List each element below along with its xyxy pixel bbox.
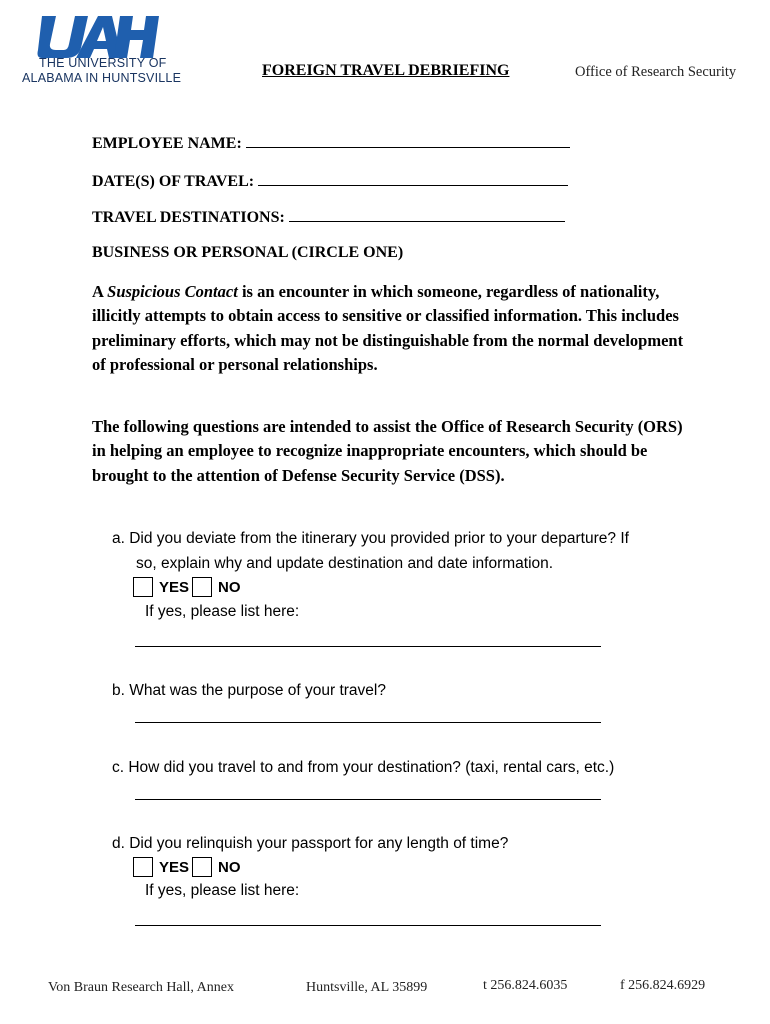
suspicious-contact-term: Suspicious Contact <box>107 282 238 301</box>
uah-logo <box>36 14 160 60</box>
question-c: c. How did you travel to and from your destination? (taxi, rental cars, etc.) <box>112 759 615 776</box>
question-a-no-checkbox[interactable] <box>192 577 212 597</box>
footer-phone: t 256.824.6035 <box>483 978 568 993</box>
dates-of-travel-field[interactable] <box>92 171 568 191</box>
logo-text-line1: THE UNIVERSITY OF <box>39 56 167 70</box>
question-c-answer-line[interactable] <box>135 799 601 800</box>
document-title: FOREIGN TRAVEL DEBRIEFING <box>262 62 510 79</box>
employee-name-line[interactable] <box>246 133 570 148</box>
employee-name-field[interactable] <box>92 133 570 153</box>
employee-name-label: EMPLOYEE NAME: <box>92 135 242 152</box>
question-b: b. What was the purpose of your travel? <box>112 682 386 699</box>
suspicious-contact-definition: A Suspicious Contact is an encounter in which someone, regardless of nationality, illicitly attempts to obtain access to sensitive or classified information. This includes preliminary efforts, which may not be distinguishable from the normal development of professional or personal relationships. <box>92 282 684 374</box>
question-d-yes-label: YES <box>159 858 190 876</box>
question-d-no-label: NO <box>218 858 241 876</box>
question-a: a. Did you deviate from the itinerary you provided prior to your departure? If so, explain why and update destination and date information. <box>112 530 629 572</box>
question-a-yes-label: YES <box>159 578 190 596</box>
travel-destinations-field[interactable] <box>92 207 565 227</box>
business-or-personal-label: BUSINESS OR PERSONAL (CIRCLE ONE) <box>92 244 404 261</box>
question-d: d. Did you relinquish your passport for any length of time? <box>112 835 509 852</box>
question-a-no-label: NO <box>218 578 241 596</box>
travel-destinations-label: TRAVEL DESTINATIONS: <box>92 209 285 226</box>
question-d-yes-checkbox[interactable] <box>133 857 153 877</box>
dates-of-travel-line[interactable] <box>258 171 568 186</box>
question-a-options <box>133 576 244 598</box>
logo-text-line2: ALABAMA IN HUNTSVILLE <box>22 71 182 85</box>
question-b-answer-line[interactable] <box>135 722 601 723</box>
intro-paragraph: The following questions are intended to assist the Office of Research Security (ORS) in helping an employee to recognize inappropriate encounters, which should be brought to the attention of Defense Security Service (DSS). <box>92 417 683 485</box>
footer-address: Von Braun Research Hall, Annex <box>48 980 234 995</box>
dates-of-travel-label: DATE(S) OF TRAVEL: <box>92 173 255 190</box>
footer-city: Huntsville, AL 35899 <box>306 980 428 995</box>
question-d-answer-line[interactable] <box>135 925 601 926</box>
question-d-options <box>133 856 244 878</box>
question-a-yes-checkbox[interactable] <box>133 577 153 597</box>
question-a-answer-line[interactable] <box>135 646 601 647</box>
footer-fax: f 256.824.6929 <box>620 978 706 993</box>
question-a-hint: If yes, please list here: <box>145 603 300 620</box>
question-d-hint: If yes, please list here: <box>145 882 300 899</box>
question-d-no-checkbox[interactable] <box>192 857 212 877</box>
travel-destinations-line[interactable] <box>289 207 565 222</box>
office-name: Office of Research Security <box>575 64 737 80</box>
